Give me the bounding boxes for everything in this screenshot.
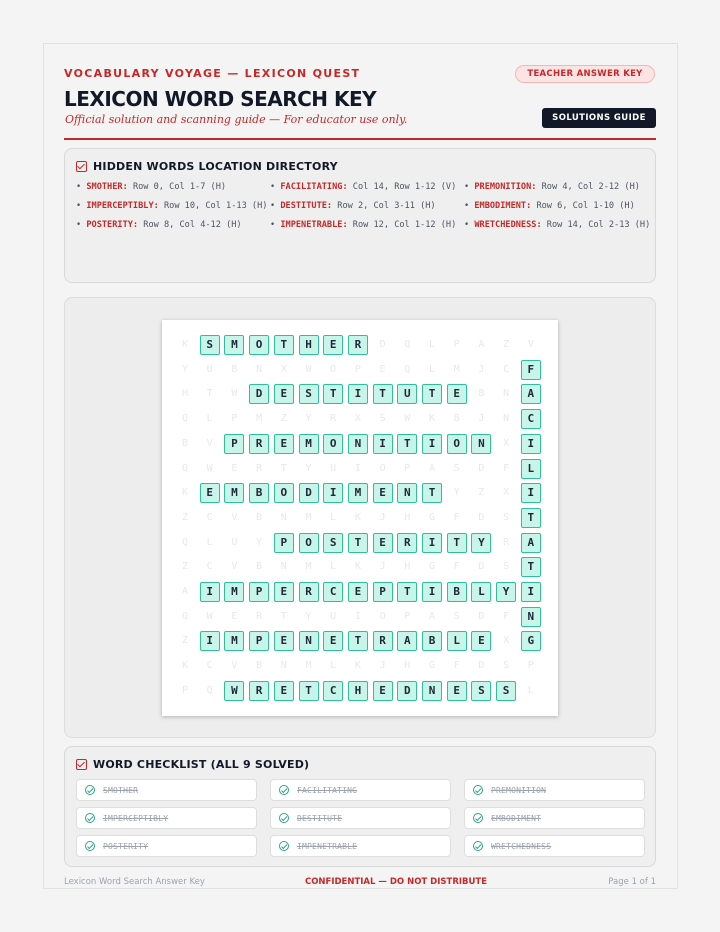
grid-cell-highlighted: P <box>373 582 393 602</box>
grid-cell-highlighted: I <box>521 582 541 602</box>
grid-cell: N <box>280 511 287 523</box>
grid-cell-highlighted: N <box>471 434 491 454</box>
grid-cell: P <box>231 413 238 425</box>
grid-cell: K <box>354 511 361 523</box>
grid-cell-highlighted: I <box>521 434 541 454</box>
grid-cell: L <box>206 413 213 425</box>
grid-cell-highlighted: N <box>348 434 368 454</box>
grid-cell: Q <box>404 363 411 375</box>
checkbox-icon <box>76 759 87 770</box>
word-search-board <box>162 320 558 716</box>
check-circle-icon <box>279 785 289 795</box>
grid-cell-highlighted: M <box>224 335 244 355</box>
check-circle-icon <box>85 813 95 823</box>
grid-cell-highlighted: A <box>397 631 417 651</box>
grid-cell-highlighted: E <box>447 384 467 404</box>
grid-cell-highlighted: U <box>397 384 417 404</box>
grid-cell: P <box>453 339 460 350</box>
checklist-item <box>270 835 451 857</box>
grid-cell: V <box>231 511 238 523</box>
grid-cell: I <box>354 610 361 622</box>
grid-cell-highlighted: I <box>422 533 442 553</box>
grid-cell: R <box>330 413 337 425</box>
footer-center: CONFIDENTIAL — DO NOT DISTRIBUTE <box>304 877 488 887</box>
page-subtitle: Official solution and scanning guide — For educator use only. <box>65 113 408 126</box>
checklist-word: IMPENETRABLE <box>297 841 358 851</box>
grid-cell-highlighted: T <box>348 631 368 651</box>
grid-cell: K <box>181 487 189 499</box>
grid-cell: L <box>428 363 436 375</box>
grid-cell: N <box>280 561 287 573</box>
grid-cell: A <box>478 339 485 350</box>
grid-cell-highlighted: N <box>397 483 417 503</box>
grid-cell: V <box>231 561 238 573</box>
grid-cell-highlighted: R <box>397 533 417 553</box>
grid-cell: C <box>206 511 213 523</box>
grid-cell: R <box>256 610 263 622</box>
grid-cell: V <box>527 339 534 350</box>
grid-cell-highlighted: R <box>299 582 319 602</box>
directory-list <box>76 181 651 232</box>
grid-cell-highlighted: P <box>274 533 294 553</box>
directory-item: • IMPENETRABLE: Row 12, Col 1-12 (H) <box>270 220 457 230</box>
grid-cell: O <box>330 363 337 375</box>
checklist-word: EMBODIMENT <box>491 813 542 823</box>
grid-cell: L <box>330 511 337 523</box>
grid-cell-highlighted: I <box>323 483 343 503</box>
checklist-word: POSTERITY <box>103 841 149 851</box>
grid-cell-highlighted: T <box>348 533 368 553</box>
grid-cell: T <box>280 610 287 622</box>
grid-cell-highlighted: R <box>348 335 368 355</box>
grid-cell-highlighted: T <box>373 384 393 404</box>
grid-cell-highlighted: W <box>224 681 244 701</box>
grid-cell: N <box>503 388 510 400</box>
grid-cell: D <box>478 561 485 573</box>
grid-cell-highlighted: D <box>397 681 417 701</box>
grid-cell-highlighted: I <box>422 582 442 602</box>
check-circle-icon <box>85 841 95 851</box>
grid-cell-highlighted: L <box>447 631 467 651</box>
grid-cell: Y <box>256 536 263 548</box>
grid-cell-highlighted: F <box>521 360 541 380</box>
grid-cell: N <box>280 660 287 672</box>
grid-cell-highlighted: D <box>299 483 319 503</box>
grid-cell: U <box>231 536 238 548</box>
grid-cell-highlighted: B <box>422 631 442 651</box>
grid-cell-highlighted: H <box>348 681 368 701</box>
grid-cell-highlighted: T <box>299 681 319 701</box>
grid-cell: C <box>206 561 213 573</box>
grid-cell: D <box>478 511 485 523</box>
grid-cell: Q <box>181 610 189 622</box>
grid-cell: H <box>404 561 411 573</box>
grid-cell-highlighted: T <box>274 335 294 355</box>
grid-cell: N <box>256 363 263 375</box>
grid-cell: Q <box>404 339 411 350</box>
grid-cell: Z <box>181 511 189 523</box>
grid-cell-highlighted: I <box>200 631 220 651</box>
grid-cell: S <box>503 511 510 523</box>
directory-item: • DESTITUTE: Row 2, Col 3-11 (H) <box>270 201 436 211</box>
grid-cell: Y <box>305 610 312 622</box>
grid-cell-highlighted: L <box>521 459 541 479</box>
grid-cell: Q <box>181 462 189 474</box>
grid-cell: B <box>256 511 263 523</box>
grid-cell-highlighted: T <box>422 483 442 503</box>
grid-cell: A <box>428 462 436 474</box>
grid-cell: R <box>256 462 263 474</box>
grid-cell: G <box>428 511 436 523</box>
directory-item: • WRETCHEDNESS: Row 14, Col 2-13 (H) <box>464 220 651 230</box>
grid-cell-highlighted: T <box>397 434 417 454</box>
grid-cell: X <box>503 437 510 449</box>
grid-cell: F <box>453 561 460 573</box>
grid-cell-highlighted: E <box>373 681 393 701</box>
grid-cell-highlighted: H <box>299 335 319 355</box>
grid-cell-highlighted: S <box>299 384 319 404</box>
grid-cell-highlighted: R <box>373 631 393 651</box>
directory-item: • FACILITATING: Col 14, Row 1-12 (V) <box>270 182 457 192</box>
check-circle-icon <box>279 841 289 851</box>
grid-cell-highlighted: R <box>249 434 269 454</box>
grid-cell-highlighted: E <box>274 681 294 701</box>
grid-cell-highlighted: B <box>249 483 269 503</box>
grid-cell-highlighted: E <box>447 681 467 701</box>
directory-item: • EMBODIMENT: Row 6, Col 1-10 (H) <box>464 201 635 211</box>
directory-item: • PREMONITION: Row 4, Col 2-12 (H) <box>464 182 640 192</box>
grid-cell: N <box>503 413 510 425</box>
grid-cell-highlighted: E <box>274 631 294 651</box>
grid-cell-highlighted: T <box>422 384 442 404</box>
grid-cell-highlighted: S <box>323 533 343 553</box>
grid-cell-highlighted: M <box>299 434 319 454</box>
grid-cell: A <box>181 586 189 597</box>
checklist-item <box>464 835 645 857</box>
grid-cell: X <box>354 413 361 425</box>
page-title: LEXICON WORD SEARCH KEY <box>64 87 377 111</box>
grid-cell-highlighted: C <box>323 681 343 701</box>
directory-item: • IMPERCEPTIBLY: Row 10, Col 1-13 (H) <box>76 201 268 211</box>
grid-cell-highlighted: G <box>521 631 541 651</box>
grid-cell: J <box>379 660 386 672</box>
grid-cell-highlighted: O <box>299 533 319 553</box>
grid-cell: U <box>206 363 213 375</box>
grid-cell: O <box>379 462 386 474</box>
grid-cell: W <box>206 610 213 622</box>
grid-cell: L <box>330 660 337 672</box>
grid-cell: C <box>503 363 510 375</box>
checklist-item <box>76 807 257 829</box>
grid-cell: H <box>404 511 411 523</box>
grid-cell: E <box>231 610 238 622</box>
grid-cell-highlighted: E <box>200 483 220 503</box>
grid-cell-highlighted: I <box>422 434 442 454</box>
grid-cell: P <box>527 660 534 672</box>
checklist-item <box>270 779 451 801</box>
grid-cell: X <box>503 487 510 499</box>
check-circle-icon <box>473 785 483 795</box>
grid-cell-highlighted: N <box>521 607 541 627</box>
grid-cell: P <box>404 610 411 622</box>
grid-cell: W <box>305 363 312 375</box>
grid-cell-highlighted: M <box>224 582 244 602</box>
checklist-item <box>464 779 645 801</box>
directory-item: • SMOTHER: Row 0, Col 1-7 (H) <box>76 182 227 192</box>
grid-cell: B <box>478 388 485 400</box>
grid-cell: H <box>404 660 411 672</box>
grid-cell: S <box>503 660 510 672</box>
checklist-word: WRETCHEDNESS <box>491 841 552 851</box>
eyebrow-title: VOCABULARY VOYAGE — LEXICON QUEST <box>64 67 361 80</box>
grid-cell: X <box>280 363 287 375</box>
grid-cell-highlighted: D <box>249 384 269 404</box>
check-circle-icon <box>473 841 483 851</box>
grid-cell: F <box>503 610 510 622</box>
solutions-guide-badge: SOLUTIONS GUIDE <box>542 108 656 128</box>
grid-cell-highlighted: Y <box>496 582 516 602</box>
grid-cell-highlighted: L <box>471 582 491 602</box>
grid-cell: D <box>379 339 386 350</box>
grid-cell-highlighted: M <box>224 631 244 651</box>
grid-cell-highlighted: T <box>447 533 467 553</box>
grid-cell: K <box>428 413 436 425</box>
grid-cell: G <box>428 660 436 672</box>
grid-cell: L <box>206 536 213 548</box>
grid-cell: J <box>478 413 485 425</box>
grid-cell-highlighted: O <box>447 434 467 454</box>
grid-cell-highlighted: E <box>373 533 393 553</box>
grid-cell-highlighted: E <box>323 335 343 355</box>
grid-cell: K <box>354 561 361 573</box>
grid-cell: B <box>231 363 238 375</box>
grid-cell-highlighted: E <box>471 631 491 651</box>
grid-cell: I <box>354 462 361 474</box>
checklist-item <box>270 807 451 829</box>
grid-cell: D <box>478 610 485 622</box>
grid-cell: V <box>206 437 213 449</box>
grid-cell-highlighted: M <box>224 483 244 503</box>
grid-cell-highlighted: E <box>274 582 294 602</box>
grid-cell-highlighted: Y <box>471 533 491 553</box>
grid-cell: Q <box>181 536 189 548</box>
grid-cell-highlighted: A <box>521 384 541 404</box>
grid-cell: M <box>305 511 312 523</box>
grid-cell-highlighted: I <box>521 483 541 503</box>
grid-cell: C <box>206 660 213 672</box>
grid-cell: B <box>256 660 263 672</box>
checklist-panel <box>64 746 656 867</box>
grid-cell-highlighted: E <box>274 434 294 454</box>
grid-cell-highlighted: C <box>521 409 541 429</box>
grid-cell-highlighted: P <box>224 434 244 454</box>
grid-cell: A <box>428 610 436 622</box>
grid-cell: P <box>181 684 189 696</box>
grid-cell: D <box>478 462 485 474</box>
grid-cell-highlighted: N <box>422 681 442 701</box>
grid-cell: Q <box>206 684 213 696</box>
grid-cell: S <box>453 462 460 474</box>
grid-cell: Y <box>305 462 312 474</box>
check-circle-icon <box>473 813 483 823</box>
grid-cell: R <box>503 536 510 548</box>
grid-cell: G <box>428 561 436 573</box>
check-circle-icon <box>279 813 289 823</box>
checkbox-icon <box>76 161 87 172</box>
grid-cell-highlighted: A <box>521 533 541 553</box>
grid-cell: Z <box>181 561 189 573</box>
teacher-key-badge: TEACHER ANSWER KEY <box>515 65 655 83</box>
checklist-item <box>464 807 645 829</box>
grid-cell: B <box>453 413 460 425</box>
checklist-heading <box>76 758 309 771</box>
grid-cell: Z <box>280 413 287 425</box>
grid-cell: M <box>305 660 312 672</box>
grid-cell: B <box>181 437 189 449</box>
grid-cell: P <box>354 363 361 375</box>
checklist-word: SMOTHER <box>103 785 139 795</box>
grid-cell-highlighted: P <box>249 582 269 602</box>
grid-cell-highlighted: O <box>323 434 343 454</box>
grid-cell: K <box>354 660 361 672</box>
grid-cell-highlighted: E <box>274 384 294 404</box>
grid-cell: D <box>478 660 485 672</box>
grid-cell-highlighted: E <box>323 631 343 651</box>
grid-cell: J <box>478 363 485 375</box>
grid-cell: U <box>330 462 337 474</box>
grid-cell: Z <box>503 339 510 350</box>
grid-cell: Z <box>181 635 189 647</box>
grid-cell: F <box>453 511 460 523</box>
grid-cell: F <box>453 660 460 672</box>
grid-cell: S <box>453 610 460 622</box>
grid-cell: M <box>305 561 312 573</box>
grid-cell: B <box>256 561 263 573</box>
checklist-grid <box>76 779 646 857</box>
grid-cell: Y <box>305 413 312 425</box>
grid-cell: H <box>181 388 189 400</box>
grid-cell-highlighted: T <box>521 557 541 577</box>
grid-cell-highlighted: S <box>496 681 516 701</box>
grid-cell-highlighted: M <box>348 483 368 503</box>
directory-heading <box>76 160 338 173</box>
checklist-word: PREMONITION <box>491 785 547 795</box>
header-divider <box>64 138 656 140</box>
grid-cell: Y <box>453 487 460 499</box>
grid-cell: O <box>379 610 386 622</box>
footer-left: Lexicon Word Search Answer Key <box>64 877 205 887</box>
grid-cell: T <box>206 388 213 400</box>
grid-cell: L <box>527 684 534 696</box>
directory-item: • POSTERITY: Row 8, Col 4-12 (H) <box>76 220 242 230</box>
grid-cell: E <box>231 462 238 474</box>
grid-cell: M <box>256 413 263 425</box>
grid-cell-highlighted: E <box>348 582 368 602</box>
grid-cell: J <box>379 561 386 573</box>
grid-cell-highlighted: I <box>200 582 220 602</box>
grid-cell-highlighted: O <box>274 483 294 503</box>
grid-cell: W <box>404 413 411 425</box>
checklist-word: FACILITATING <box>297 785 358 795</box>
grid-cell-highlighted: C <box>323 582 343 602</box>
grid-cell-highlighted: O <box>249 335 269 355</box>
grid-cell: J <box>379 511 386 523</box>
grid-cell-highlighted: B <box>447 582 467 602</box>
grid-cell-highlighted: T <box>397 582 417 602</box>
grid-cell-highlighted: T <box>323 384 343 404</box>
grid-cell: Y <box>181 363 189 375</box>
grid-cell-highlighted: T <box>521 508 541 528</box>
grid-cell-highlighted: S <box>471 681 491 701</box>
checklist-item <box>76 779 257 801</box>
grid-cell: L <box>330 561 337 573</box>
checklist-word: DESTITUTE <box>297 813 343 823</box>
grid-cell: E <box>379 363 386 375</box>
grid-cell-highlighted: E <box>373 483 393 503</box>
grid-cell: K <box>181 339 189 350</box>
checklist-word: IMPERCEPTIBLY <box>103 813 169 823</box>
grid-cell: Q <box>181 413 189 425</box>
grid-cell-highlighted: S <box>200 335 220 355</box>
grid-cell: Z <box>478 487 485 499</box>
directory-title: HIDDEN WORDS LOCATION DIRECTORY <box>93 160 338 173</box>
grid-cell: M <box>453 363 460 375</box>
grid-cell-highlighted: I <box>373 434 393 454</box>
grid-cell: S <box>379 413 386 425</box>
directory-panel <box>64 148 656 283</box>
grid-cell: K <box>181 660 189 672</box>
grid-cell: F <box>503 462 510 474</box>
grid-cell: X <box>503 635 510 647</box>
checklist-item <box>76 835 257 857</box>
grid-cell: U <box>330 610 337 622</box>
grid-cell: S <box>503 561 510 573</box>
grid-cell-highlighted: P <box>249 631 269 651</box>
grid-cell-highlighted: R <box>249 681 269 701</box>
grid-cell: W <box>231 388 238 400</box>
grid-cell: P <box>404 462 411 474</box>
checklist-title: WORD CHECKLIST (ALL 9 SOLVED) <box>93 758 310 771</box>
grid-cell-highlighted: I <box>348 384 368 404</box>
footer-right: Page 1 of 1 <box>608 877 656 887</box>
grid-cell: L <box>428 339 436 350</box>
grid-cell: T <box>280 462 287 474</box>
check-circle-icon <box>85 785 95 795</box>
grid-cell: V <box>231 660 238 672</box>
grid-cell-highlighted: N <box>299 631 319 651</box>
grid-cell: W <box>206 462 213 474</box>
